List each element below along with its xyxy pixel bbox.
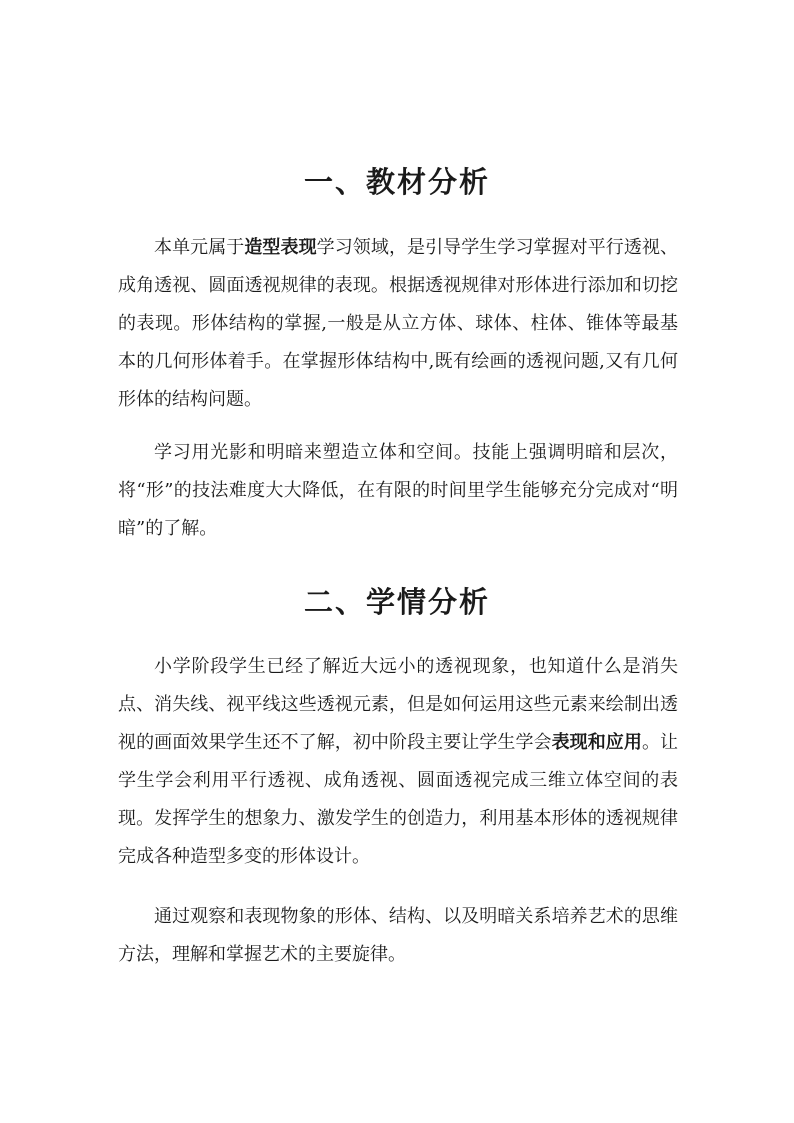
section-heading-textbook-analysis: 一、教材分析 xyxy=(303,165,490,199)
paragraph-light-shadow: 学习用光影和明暗来塑造立体和空间。技能上强调明暗和层次，将“形”的技法难度大大降低，在有限的时间里学生能够充分完成对“明暗”的了解。 xyxy=(118,442,678,539)
text-segment: 。让学生学会利用平行透视、成角透视、圆面透视完成三维立体空间的表现。发挥学生的想象力、激发学生的创造力，利用基本形体的透视规律完成各种造型多变的形体设计。 xyxy=(118,732,679,867)
bold-term-expression-application: 表现和应用 xyxy=(551,732,642,753)
paragraph-student-background xyxy=(118,648,678,876)
bold-term-modeling-expression: 造型表现 xyxy=(244,237,317,258)
text-segment: 学习领域，是引导学生学习掌握对平行透视、成角透视、圆面透视规律的表现。根据透视规律对形体进行添加和切挖的表现。形体结构的掌握,一般是从立方体、球体、柱体、锥体等最基本的几何形体着手。在掌握形体结构中,既有绘画的透视问题,又有几何形体的结构问题。 xyxy=(118,237,679,410)
text-segment: 本单元属于 xyxy=(154,237,245,258)
text-segment: 小学阶段学生已经了解近大远小的透视现象，也知道什么是消失点、消失线、视平线这些透视元素，但是如何运用这些元素来绘制出透视的画面效果学生还不了解，初中阶段主要让学生学会 xyxy=(118,656,678,753)
paragraph-artistic-thinking: 通过观察和表现物象的形体、结构、以及明暗关系培养艺术的思维方法，理解和掌握艺术的主要旋律。 xyxy=(118,906,678,965)
paragraph-textbook-unit-overview xyxy=(118,229,678,419)
section-heading-student-analysis: 二、学情分析 xyxy=(303,585,490,619)
